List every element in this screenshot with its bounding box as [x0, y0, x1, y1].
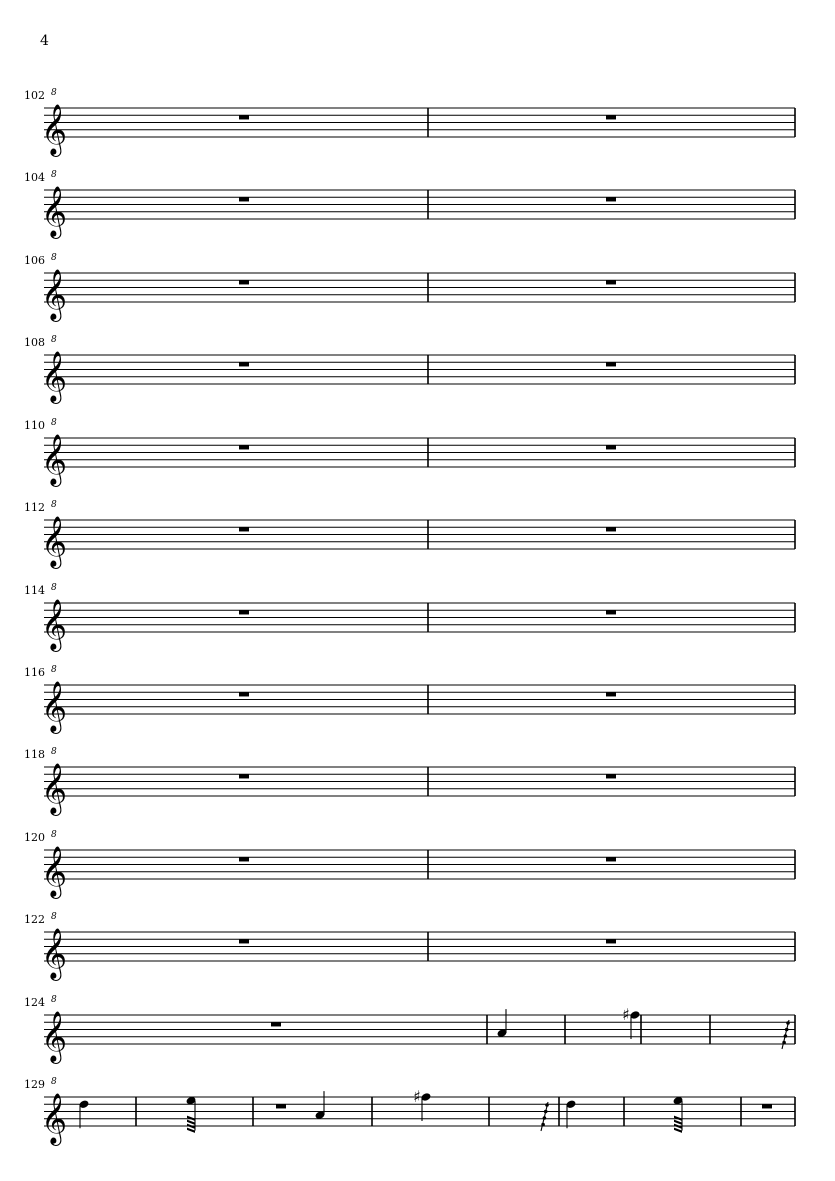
note-flag [187, 1120, 195, 1125]
clef-octave-mark: 8 [51, 583, 57, 593]
treble-clef-icon: 𝄞 [41, 1011, 68, 1062]
note-flag [674, 1120, 682, 1125]
whole-rest [606, 197, 616, 201]
treble-clef-icon: 𝄞 [41, 846, 68, 897]
clef-octave-mark: 8 [51, 335, 57, 345]
measure-number: 120 [24, 831, 45, 844]
treble-clef-icon: 𝄞 [41, 434, 68, 485]
measure-number: 114 [24, 584, 45, 597]
whole-rest [239, 362, 249, 366]
measure-number: 112 [24, 501, 45, 514]
treble-clef-icon: 𝄞 [41, 269, 68, 320]
whole-rest [239, 774, 249, 778]
clef-octave-mark: 8 [51, 170, 57, 180]
clef-octave-mark: 8 [51, 88, 57, 98]
whole-rest [606, 115, 616, 119]
treble-clef-icon: 𝄞 [41, 186, 68, 237]
measure-number: 124 [24, 996, 45, 1009]
whole-rest [606, 774, 616, 778]
whole-rest [239, 692, 249, 696]
measure-number: 118 [24, 748, 45, 761]
whole-rest [239, 610, 249, 614]
sixty-fourth-rest [782, 1020, 790, 1049]
whole-rest [276, 1104, 286, 1108]
rest-stroke [782, 1020, 789, 1049]
measure-number: 104 [24, 171, 45, 184]
note-flag [674, 1124, 682, 1129]
clef-octave-mark: 8 [51, 500, 57, 510]
sixty-fourth-rest [541, 1102, 549, 1131]
whole-rest [606, 692, 616, 696]
whole-rest [606, 527, 616, 531]
clef-octave-mark: 8 [51, 830, 57, 840]
whole-rest [239, 445, 249, 449]
rest-stroke [541, 1102, 548, 1131]
sharp-icon: ♯ [413, 1087, 421, 1106]
measure-number: 116 [24, 666, 45, 679]
note-flag [674, 1128, 682, 1133]
treble-clef-icon: 𝄞 [41, 681, 68, 732]
treble-clef-icon: 𝄞 [41, 599, 68, 650]
clef-octave-mark: 8 [51, 912, 57, 922]
measure-number: 108 [24, 336, 45, 349]
whole-rest [239, 197, 249, 201]
sharp-icon: ♯ [622, 1005, 630, 1024]
clef-octave-mark: 8 [51, 995, 57, 1005]
whole-rest [606, 280, 616, 284]
page-number: 4 [40, 33, 49, 49]
note-flag [187, 1124, 195, 1129]
measure-number: 122 [24, 913, 45, 926]
whole-rest [239, 939, 249, 943]
whole-rest [606, 362, 616, 366]
note-flag [674, 1116, 682, 1121]
clef-octave-mark: 8 [51, 747, 57, 757]
treble-clef-icon: 𝄞 [41, 351, 68, 402]
clef-octave-mark: 8 [51, 1077, 57, 1087]
measure-number: 129 [24, 1078, 45, 1091]
clef-octave-mark: 8 [51, 665, 57, 675]
treble-clef-icon: 𝄞 [41, 928, 68, 979]
whole-rest [239, 857, 249, 861]
whole-rest [606, 610, 616, 614]
treble-clef-icon: 𝄞 [41, 104, 68, 155]
measure-number: 102 [24, 89, 45, 102]
measure-number: 110 [24, 419, 45, 432]
clef-octave-mark: 8 [51, 418, 57, 428]
note-flag [187, 1116, 195, 1121]
whole-rest [239, 280, 249, 284]
whole-rest [271, 1022, 281, 1026]
whole-rest [606, 857, 616, 861]
treble-clef-icon: 𝄞 [41, 763, 68, 814]
treble-clef-icon: 𝄞 [41, 1093, 68, 1144]
treble-clef-icon: 𝄞 [41, 516, 68, 567]
whole-rest [239, 115, 249, 119]
whole-rest [762, 1104, 772, 1108]
clef-octave-mark: 8 [51, 253, 57, 263]
whole-rest [606, 445, 616, 449]
note-flag [187, 1128, 195, 1133]
whole-rest [606, 939, 616, 943]
whole-rest [239, 527, 249, 531]
measure-number: 106 [24, 254, 45, 267]
